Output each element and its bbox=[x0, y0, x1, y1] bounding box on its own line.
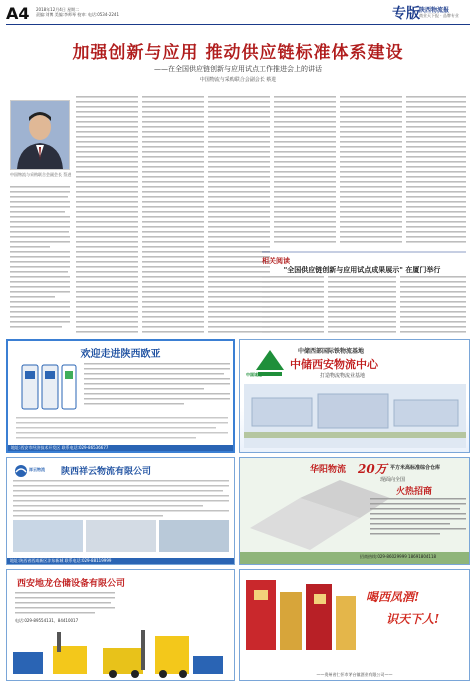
article-subhead: ——在全国供应链创新与应用试点工作推进会上的讲话 bbox=[154, 65, 322, 73]
ad-huayang[interactable] bbox=[239, 457, 470, 565]
ad4-footer: 招商热线:029-86029999 18691804118 bbox=[360, 554, 437, 559]
related-label: 相关阅读 bbox=[262, 257, 290, 265]
paper-name: 陕西物流报 bbox=[419, 7, 450, 14]
ad3-text bbox=[13, 480, 229, 520]
ad3-logo-text: 祥云物流 bbox=[29, 467, 45, 472]
ad5-phone: 电话:029-89554131、84410017 bbox=[15, 618, 79, 623]
section-name: 专版 bbox=[392, 6, 420, 22]
ad-shaanxi-ouya[interactable] bbox=[6, 339, 235, 453]
forklift-image bbox=[13, 626, 229, 678]
paper-subtitle: 商业天下报 · 品牌专业 bbox=[419, 13, 459, 18]
header-rule bbox=[6, 24, 470, 25]
ads-section bbox=[6, 339, 470, 683]
ad4-highlight-suffix: 平方米高标准综合仓库 bbox=[390, 465, 441, 471]
ad1-footer: 地址:西安市经济技术开发区 联系电话:029-86536677 bbox=[8, 445, 233, 451]
ad6-slogan2: 识天下人! bbox=[386, 612, 440, 626]
ad3-photos bbox=[13, 520, 229, 552]
ad4-subtitle2: 火热招商 bbox=[396, 487, 433, 497]
article-byline: 中国物流与采购联合会副会长 蔡进 bbox=[199, 77, 277, 83]
ad4-brand: 华阳物流 bbox=[310, 465, 347, 475]
ad4-text bbox=[370, 498, 466, 542]
ad-zhongchu-xian[interactable] bbox=[239, 339, 470, 453]
article-column-1 bbox=[10, 186, 70, 336]
ad2-company: 中储西部国际铁物流基地 bbox=[298, 348, 365, 355]
ad5-title: 西安地龙仓储设备有限公司 bbox=[17, 579, 126, 589]
ad1-text bbox=[84, 363, 230, 413]
ad4-highlight: 20万 bbox=[358, 462, 387, 476]
xiangyun-logo-icon bbox=[13, 464, 29, 478]
ad1-text-2 bbox=[16, 417, 228, 441]
article-body-columns bbox=[76, 96, 466, 336]
header-meta bbox=[36, 7, 156, 17]
author-photo bbox=[10, 100, 70, 170]
related-headline: "全国供应链创新与应用试点成果展示" 在厦门举行 bbox=[283, 266, 441, 274]
page-header bbox=[0, 0, 476, 26]
ad2-title: 中储西安物流中心 bbox=[290, 358, 378, 371]
ad2-slogan: 打造物流物流业基地 bbox=[320, 373, 366, 379]
ad-dilong[interactable] bbox=[6, 569, 235, 681]
ad-liquor[interactable] bbox=[239, 569, 470, 681]
ad-xiangyun[interactable] bbox=[6, 457, 235, 565]
portrait-icon bbox=[11, 101, 69, 169]
editor-line: 责编:刘博 美编:李师琴 校审: 电话:0534-2241 bbox=[36, 12, 120, 17]
ad6-footer: ——贵州省仁怀市茅台镇酒业有限公司—— bbox=[316, 672, 393, 677]
ad3-title: 陕西祥云物流有限公司 bbox=[61, 467, 152, 477]
ad3-footer: 地址:陕西省西咸新区沣东新城 联系电话:029-88119999 bbox=[7, 558, 234, 564]
charging-pile-icon bbox=[18, 363, 78, 413]
ad4-subtitle: 现面向全国 bbox=[380, 477, 406, 483]
ad1-title: 欢迎走进陕西欧亚 bbox=[80, 349, 161, 360]
issue-date: 2018年12月4日 星期二 bbox=[36, 7, 80, 12]
article-headline: 加强创新与应用 推动供应链标准体系建设 bbox=[72, 43, 404, 63]
photo-caption: 中国物流与采购联合会副会长 蔡进 bbox=[10, 172, 72, 177]
page-number: A4 bbox=[6, 4, 30, 23]
ad6-slogan: 喝西凤酒! bbox=[366, 590, 420, 604]
warehouse-aerial-image bbox=[244, 384, 466, 448]
ad2-logo-text: 中国诚通 bbox=[246, 372, 262, 377]
